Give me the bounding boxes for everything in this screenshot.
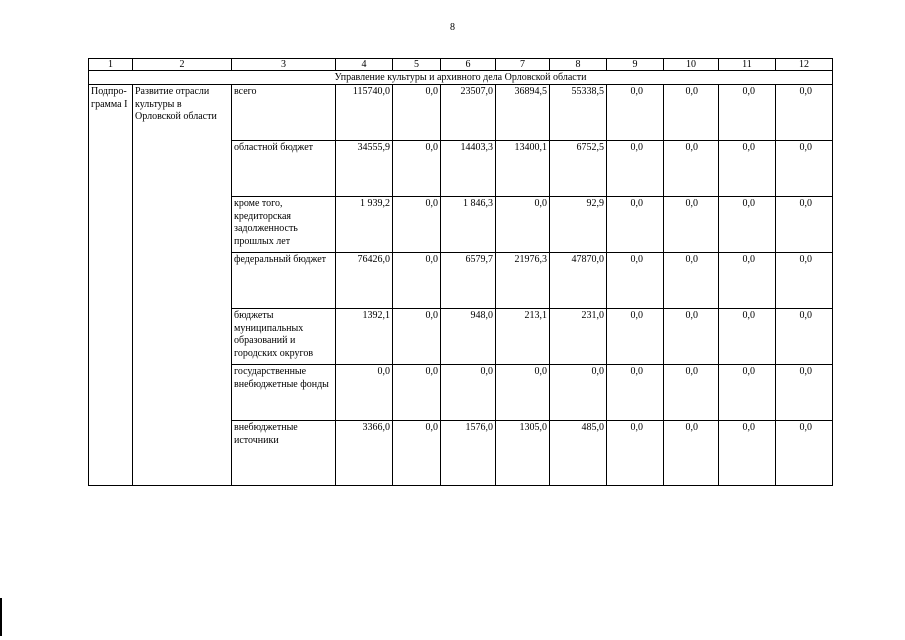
column-header: 6	[441, 59, 496, 71]
funding-source: бюджеты муниципальных образований и городских округов	[232, 309, 336, 365]
value-cell: 0,0	[719, 141, 776, 197]
value-cell: 0,0	[393, 85, 441, 141]
value-cell: 1305,0	[496, 421, 550, 486]
value-cell: 0,0	[719, 365, 776, 421]
value-cell: 0,0	[719, 253, 776, 309]
value-cell: 34555,9	[336, 141, 393, 197]
value-cell: 0,0	[607, 141, 664, 197]
value-cell: 948,0	[441, 309, 496, 365]
funding-source: федеральный бюджет	[232, 253, 336, 309]
value-cell: 0,0	[496, 197, 550, 253]
value-cell: 0,0	[336, 365, 393, 421]
value-cell: 0,0	[664, 141, 719, 197]
budget-table	[88, 58, 833, 486]
value-cell: 0,0	[776, 197, 833, 253]
column-header: 3	[232, 59, 336, 71]
value-cell: 0,0	[607, 85, 664, 141]
funding-source: областной бюджет	[232, 141, 336, 197]
column-header: 5	[393, 59, 441, 71]
department-title: Управление культуры и архивного дела Орловской области	[89, 71, 833, 85]
funding-source: всего	[232, 85, 336, 141]
program-name: Развитие отрасли культуры в Орловской области	[133, 85, 232, 486]
value-cell: 0,0	[607, 309, 664, 365]
value-cell: 0,0	[664, 253, 719, 309]
value-cell: 13400,1	[496, 141, 550, 197]
value-cell: 0,0	[607, 253, 664, 309]
value-cell: 0,0	[664, 197, 719, 253]
value-cell: 0,0	[719, 421, 776, 486]
value-cell: 0,0	[776, 85, 833, 141]
value-cell: 47870,0	[550, 253, 607, 309]
value-cell: 485,0	[550, 421, 607, 486]
value-cell: 0,0	[607, 421, 664, 486]
value-cell: 21976,3	[496, 253, 550, 309]
funding-source: государственные внебюджетные фонды	[232, 365, 336, 421]
value-cell: 213,1	[496, 309, 550, 365]
value-cell: 6579,7	[441, 253, 496, 309]
value-cell: 1 939,2	[336, 197, 393, 253]
value-cell: 0,0	[550, 365, 607, 421]
column-header: 11	[719, 59, 776, 71]
value-cell: 1576,0	[441, 421, 496, 486]
column-header: 10	[664, 59, 719, 71]
funding-source: кроме того, кредиторская задолженность прошлых лет	[232, 197, 336, 253]
column-header: 1	[89, 59, 133, 71]
table-row	[89, 85, 833, 141]
value-cell: 0,0	[664, 309, 719, 365]
scan-edge-mark	[0, 598, 2, 636]
department-row	[89, 71, 833, 85]
value-cell: 3366,0	[336, 421, 393, 486]
value-cell: 92,9	[550, 197, 607, 253]
value-cell: 0,0	[776, 141, 833, 197]
program-code: Подпро-грамма I	[89, 85, 133, 486]
value-cell: 0,0	[393, 309, 441, 365]
value-cell: 55338,5	[550, 85, 607, 141]
value-cell: 0,0	[607, 197, 664, 253]
value-cell: 14403,3	[441, 141, 496, 197]
value-cell: 0,0	[719, 85, 776, 141]
value-cell: 1 846,3	[441, 197, 496, 253]
value-cell: 0,0	[776, 253, 833, 309]
value-cell: 0,0	[496, 365, 550, 421]
value-cell: 0,0	[719, 309, 776, 365]
value-cell: 0,0	[393, 421, 441, 486]
value-cell: 36894,5	[496, 85, 550, 141]
value-cell: 231,0	[550, 309, 607, 365]
funding-source: внебюджетные источники	[232, 421, 336, 486]
column-header: 7	[496, 59, 550, 71]
value-cell: 0,0	[776, 309, 833, 365]
value-cell: 0,0	[776, 421, 833, 486]
column-header: 9	[607, 59, 664, 71]
value-cell: 0,0	[393, 141, 441, 197]
value-cell: 23507,0	[441, 85, 496, 141]
value-cell: 0,0	[393, 253, 441, 309]
column-header: 8	[550, 59, 607, 71]
page-number: 8	[450, 22, 455, 33]
value-cell: 0,0	[664, 421, 719, 486]
value-cell: 0,0	[393, 197, 441, 253]
column-header: 2	[133, 59, 232, 71]
value-cell: 76426,0	[336, 253, 393, 309]
value-cell: 0,0	[393, 365, 441, 421]
value-cell: 0,0	[607, 365, 664, 421]
column-header: 4	[336, 59, 393, 71]
value-cell: 1392,1	[336, 309, 393, 365]
value-cell: 0,0	[664, 85, 719, 141]
value-cell: 6752,5	[550, 141, 607, 197]
column-header-row	[89, 59, 833, 71]
value-cell: 0,0	[664, 365, 719, 421]
value-cell: 0,0	[719, 197, 776, 253]
value-cell: 0,0	[441, 365, 496, 421]
value-cell: 0,0	[776, 365, 833, 421]
value-cell: 115740,0	[336, 85, 393, 141]
column-header: 12	[776, 59, 833, 71]
